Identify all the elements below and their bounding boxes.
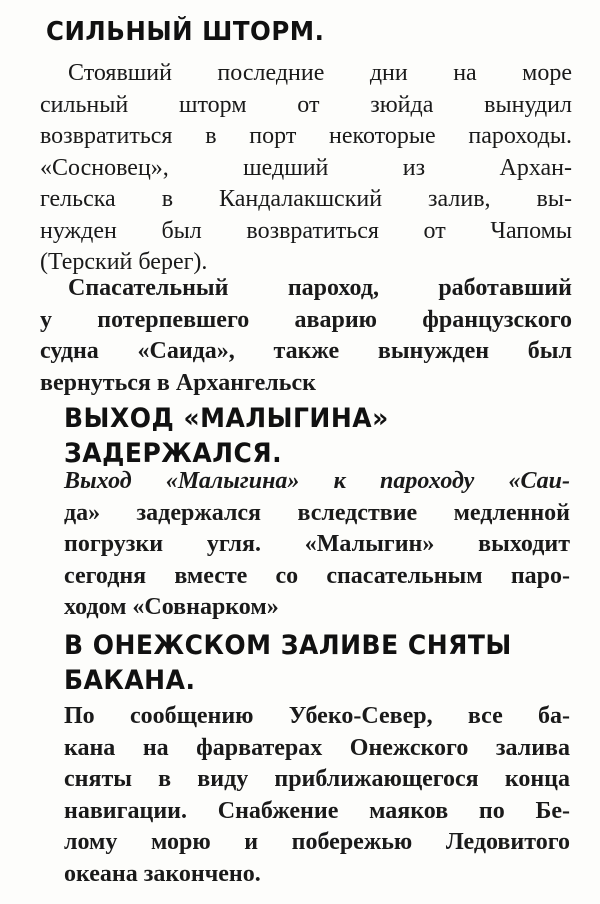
text-line: кана на фарватерах Онежского залива <box>64 734 570 761</box>
text-line: погрузки угля. «Малыгин» выходит <box>64 531 570 557</box>
article-2-headline <box>64 401 389 470</box>
headline-line: ВЫХОД «МАЛЫГИНА» <box>64 403 389 434</box>
text-line: «Сосновец», шедший из Архан- <box>40 154 572 181</box>
text-line: у потерпевшего аварию французского <box>40 306 572 333</box>
text-line: Спасательный пароход, работавший <box>68 275 572 301</box>
text-line: судна «Саида», также вынужден был <box>40 338 572 364</box>
headline-line: В ОНЕЖСКОМ ЗАЛИВЕ СНЯТЫ <box>64 630 512 661</box>
article-1-headline <box>46 14 324 49</box>
headline-line: СИЛЬНЫЙ ШТОРМ. <box>46 16 325 47</box>
text-line: По сообщению Убеко-Север, все ба- <box>64 703 570 729</box>
headline-line: БАКАНА. <box>64 664 196 696</box>
text-line: Выход «Малыгина» к пароходу «Саи- <box>64 468 570 494</box>
text-line: ходом «Совнарком» <box>64 594 279 620</box>
article-1-paragraph-1 <box>40 58 572 279</box>
text-line: океана закончено. <box>64 860 261 887</box>
text-line: гельска в Кандалакшский залив, вы- <box>40 186 572 212</box>
text-line: навигации. Снабжение маяков по Бе- <box>64 797 570 824</box>
text-line: да» задержался вследствие медленной <box>64 499 570 526</box>
article-3-paragraph <box>64 701 570 890</box>
text-line: нужден был возвратиться от Чапомы <box>40 217 572 244</box>
text-line: сегодня вместе со спасательным паро- <box>64 562 570 589</box>
headline-line: ЗАДЕРЖАЛСЯ. <box>64 437 283 469</box>
text-line: вернуться в Архангельск <box>40 369 316 396</box>
text-line: (Терский берег). <box>40 249 208 275</box>
article-2-paragraph <box>64 466 570 624</box>
text-line: сильный шторм от зюйда вынудил <box>40 91 572 118</box>
text-line: возвратиться в порт некоторые пароходы. <box>40 123 572 149</box>
text-line: лому морю и побережью Ледовитого <box>64 829 570 855</box>
text-line: Стоявший последние дни на море <box>68 60 572 86</box>
article-3-headline <box>64 628 512 697</box>
article-1-paragraph-2 <box>40 273 572 399</box>
text-line: сняты в виду приближающегося конца <box>64 766 570 792</box>
